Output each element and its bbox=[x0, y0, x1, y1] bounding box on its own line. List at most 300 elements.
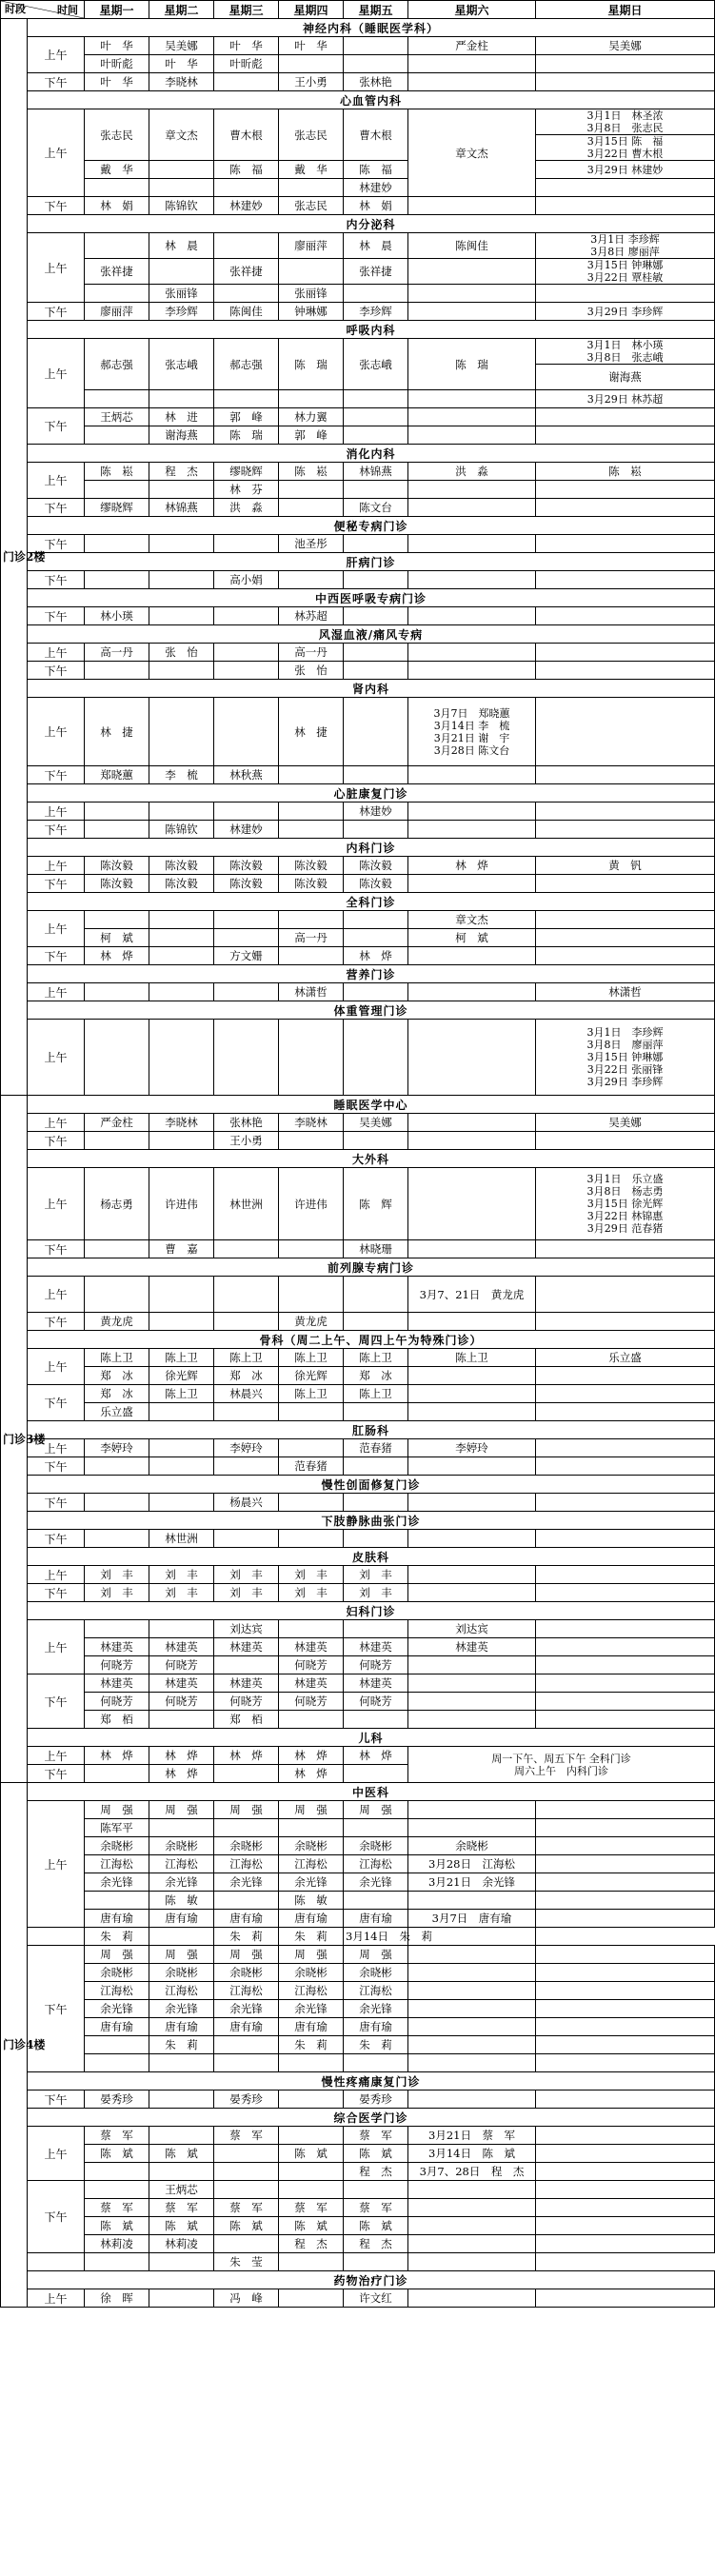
doctor-cell: 江海松 bbox=[344, 1855, 408, 1873]
empty-cell bbox=[214, 644, 279, 662]
doctor-cell: 林 烨 bbox=[279, 1765, 344, 1783]
doctor-cell: 林 烨 bbox=[344, 947, 408, 965]
empty-cell bbox=[408, 821, 536, 839]
schedule-row bbox=[1, 1711, 715, 1729]
doctor-cell: 陈 斌 bbox=[85, 2145, 149, 2163]
doctor-cell: 陈汝毅 bbox=[214, 875, 279, 893]
empty-cell bbox=[536, 2199, 715, 2217]
time-slot-label: 上午 bbox=[28, 1349, 85, 1385]
doctor-cell: 郑 栢 bbox=[214, 1711, 279, 1729]
department-title: 肾内科 bbox=[28, 680, 715, 698]
empty-cell bbox=[408, 1403, 536, 1421]
section-title-row bbox=[1, 1476, 715, 1494]
empty-cell bbox=[536, 1566, 715, 1584]
schedule-row bbox=[1, 2181, 715, 2199]
empty-cell bbox=[149, 2253, 214, 2271]
doctor-cell: 林锦燕 bbox=[149, 499, 214, 517]
section-title-row bbox=[1, 1096, 715, 1114]
time-slot-label: 下午 bbox=[28, 1240, 85, 1258]
empty-cell bbox=[149, 1620, 214, 1638]
empty-cell bbox=[149, 1494, 214, 1512]
empty-cell bbox=[536, 55, 715, 73]
doctor-cell: 冯 峰 bbox=[214, 2289, 279, 2308]
department-title: 营养门诊 bbox=[28, 965, 715, 983]
empty-cell: 章文杰 bbox=[408, 109, 536, 197]
empty-cell bbox=[536, 803, 715, 821]
doctor-cell: 何晓芳 bbox=[279, 1693, 344, 1711]
section-title-row bbox=[1, 1602, 715, 1620]
doctor-cell: 叶 华 bbox=[149, 55, 214, 73]
empty-cell bbox=[149, 390, 214, 408]
doctor-cell: 余晓彬 bbox=[85, 1837, 149, 1855]
empty-cell bbox=[279, 1494, 344, 1512]
doctor-cell: 蔡 军 bbox=[85, 2127, 149, 2145]
schedule-row bbox=[1, 408, 715, 426]
empty-cell bbox=[85, 2253, 149, 2271]
time-slot-label: 上午 bbox=[28, 911, 85, 947]
schedule-row bbox=[1, 1620, 715, 1638]
empty-cell bbox=[149, 1819, 214, 1837]
doctor-cell: 郑晓蕙 bbox=[85, 766, 149, 784]
doctor-cell: 陈 敏 bbox=[279, 1892, 344, 1910]
doctor-cell: 唐有瑜 bbox=[85, 2018, 149, 2036]
empty-cell bbox=[408, 1982, 536, 2000]
schedule-row bbox=[1, 875, 715, 893]
doctor-cell: 林 烨 bbox=[214, 1747, 279, 1765]
schedule-row bbox=[1, 2054, 715, 2072]
schedule-row bbox=[1, 499, 715, 517]
doctor-cell: 杨志勇 bbox=[85, 1168, 149, 1240]
schedule-row bbox=[1, 1819, 715, 1837]
doctor-cell: 高一丹 bbox=[279, 929, 344, 947]
empty-cell bbox=[536, 408, 715, 426]
doctor-cell: 林建英 bbox=[85, 1674, 149, 1693]
doctor-cell: 林建英 bbox=[214, 1638, 279, 1656]
doctor-cell: 江海松 bbox=[85, 1855, 149, 1873]
schedule-row bbox=[1, 535, 715, 553]
time-slot-label: 下午 bbox=[28, 2091, 85, 2109]
empty-cell bbox=[408, 1892, 536, 1910]
empty-cell bbox=[536, 1656, 715, 1674]
note-line: 3月1日 林小瑛 bbox=[586, 339, 664, 351]
empty-cell bbox=[149, 929, 214, 947]
doctor-cell: 徐光辉 bbox=[279, 1367, 344, 1385]
note-line: 3月29日 李珍辉 bbox=[586, 305, 664, 318]
doctor-cell: 刘 丰 bbox=[149, 1584, 214, 1602]
time-slot-label: 上午 bbox=[28, 109, 85, 197]
department-title: 风湿血液/痛风专病 bbox=[28, 625, 715, 644]
doctor-cell: 王小勇 bbox=[279, 73, 344, 91]
doctor-cell: 晏秀珍 bbox=[85, 2091, 149, 2109]
empty-cell bbox=[408, 2091, 536, 2109]
time-slot-label: 下午 bbox=[28, 499, 85, 517]
empty-cell bbox=[214, 179, 279, 197]
doctor-cell: 章文杰 bbox=[408, 911, 536, 929]
schedule-row bbox=[1, 2036, 715, 2054]
schedule-row bbox=[1, 662, 715, 680]
note-line: 3月29日 范春猪 bbox=[586, 1222, 664, 1235]
department-title: 全科门诊 bbox=[28, 893, 715, 911]
note-line: 3月8日 廖丽萍 bbox=[590, 246, 660, 258]
empty-cell bbox=[536, 1892, 715, 1910]
empty-cell bbox=[279, 1403, 344, 1421]
doctor-cell: 3月7、21日 黄龙虎 bbox=[408, 1277, 536, 1313]
schedule-row bbox=[1, 1928, 715, 1946]
time-slot-label: 上午 bbox=[28, 339, 85, 408]
doctor-cell: 朱 莉 bbox=[214, 1928, 279, 1946]
department-title: 心脏康复门诊 bbox=[28, 784, 715, 803]
section-title-row bbox=[1, 1001, 715, 1020]
empty-cell: 郝志强 bbox=[214, 339, 279, 390]
time-slot-label: 上午 bbox=[28, 1620, 85, 1674]
empty-cell bbox=[344, 2181, 408, 2199]
empty-cell bbox=[408, 1584, 536, 1602]
empty-cell bbox=[149, 1711, 214, 1729]
doctor-cell: 范春猪 bbox=[279, 1457, 344, 1476]
empty-cell bbox=[344, 535, 408, 553]
empty-cell bbox=[279, 259, 344, 285]
empty-cell bbox=[279, 571, 344, 589]
schedule-note bbox=[408, 698, 536, 766]
doctor-cell: 朱 莉 bbox=[279, 1928, 344, 1946]
empty-cell bbox=[408, 662, 536, 680]
schedule-row bbox=[1, 285, 715, 303]
empty-cell bbox=[344, 37, 408, 55]
empty-cell bbox=[408, 983, 536, 1001]
doctor-cell: 蔡 军 bbox=[214, 2127, 279, 2145]
empty-cell bbox=[279, 390, 344, 408]
schedule-note bbox=[536, 161, 715, 179]
time-slot-label: 下午 bbox=[28, 535, 85, 553]
schedule-row bbox=[1, 1240, 715, 1258]
doctor-cell: 3月14日 朱 莉 bbox=[344, 1928, 408, 1946]
section-title-row bbox=[1, 517, 715, 535]
empty-cell bbox=[149, 1403, 214, 1421]
empty-cell bbox=[279, 2091, 344, 2109]
empty-cell bbox=[214, 1892, 279, 1910]
doctor-cell: 林 娟 bbox=[344, 197, 408, 215]
doctor-cell: 陈 崧 bbox=[279, 463, 344, 481]
doctor-cell: 叶 华 bbox=[85, 37, 149, 55]
note-line: 周六上午 内科门诊 bbox=[514, 1764, 608, 1777]
doctor-cell: 江海松 bbox=[344, 1982, 408, 2000]
schedule-note bbox=[408, 1747, 715, 1783]
doctor-cell: 刘 丰 bbox=[279, 1584, 344, 1602]
empty-cell bbox=[408, 285, 536, 303]
schedule-note bbox=[536, 109, 715, 135]
time-slot-label: 上午 bbox=[28, 1114, 85, 1132]
empty-cell bbox=[214, 535, 279, 553]
empty-cell bbox=[344, 911, 408, 929]
time-slot-label: 下午 bbox=[28, 821, 85, 839]
doctor-cell: 陈汝毅 bbox=[85, 857, 149, 875]
empty-cell bbox=[344, 644, 408, 662]
doctor-cell: 程 杰 bbox=[344, 2235, 408, 2253]
empty-cell bbox=[536, 1946, 715, 1964]
day-header: 星期二 bbox=[149, 1, 214, 19]
department-title: 下肢静脉曲张门诊 bbox=[28, 1512, 715, 1530]
time-slot-label: 下午 bbox=[28, 571, 85, 589]
empty-cell bbox=[408, 408, 536, 426]
section-title-row bbox=[1, 2072, 715, 2091]
time-slot-label: 下午 bbox=[28, 1530, 85, 1548]
doctor-cell: 陈上卫 bbox=[149, 1349, 214, 1367]
schedule-row bbox=[1, 1494, 715, 1512]
empty-cell bbox=[536, 1982, 715, 2000]
schedule-row bbox=[1, 463, 715, 481]
empty-cell bbox=[408, 1240, 536, 1258]
empty-cell bbox=[536, 571, 715, 589]
schedule-row bbox=[1, 1873, 715, 1892]
department-title: 肛肠科 bbox=[28, 1421, 715, 1439]
section-title-row bbox=[1, 553, 715, 571]
doctor-cell: 林莉凌 bbox=[85, 2235, 149, 2253]
doctor-cell: 林建英 bbox=[279, 1674, 344, 1693]
doctor-cell: 林苏超 bbox=[279, 607, 344, 625]
time-slot-label: 下午 bbox=[28, 1674, 85, 1729]
empty-cell bbox=[536, 1132, 715, 1150]
doctor-cell: 陈 辉 bbox=[344, 1168, 408, 1240]
section-title-row bbox=[1, 784, 715, 803]
empty-cell bbox=[149, 1132, 214, 1150]
empty-cell bbox=[279, 55, 344, 73]
empty-cell bbox=[408, 1964, 536, 1982]
doctor-cell: 陈 瑞 bbox=[214, 426, 279, 445]
empty-cell bbox=[279, 2054, 344, 2072]
doctor-cell: 江海松 bbox=[149, 1855, 214, 1873]
schedule-row bbox=[1, 1566, 715, 1584]
doctor-cell: 余光锋 bbox=[279, 2000, 344, 2018]
doctor-cell: 林世洲 bbox=[214, 1168, 279, 1240]
empty-cell bbox=[536, 197, 715, 215]
time-slot-label: 下午 bbox=[28, 73, 85, 91]
department-title: 大外科 bbox=[28, 1150, 715, 1168]
empty-cell bbox=[536, 1711, 715, 1729]
time-slot-label: 上午 bbox=[28, 644, 85, 662]
empty-cell bbox=[214, 1656, 279, 1674]
day-header: 星期一 bbox=[85, 1, 149, 19]
doctor-cell: 林莉凌 bbox=[149, 2235, 214, 2253]
doctor-cell: 王炳芯 bbox=[85, 408, 149, 426]
schedule-row bbox=[1, 259, 715, 285]
note-line: 3月28日 陈文台 bbox=[433, 743, 510, 757]
empty-cell bbox=[408, 2235, 536, 2253]
section-title-row bbox=[1, 215, 715, 233]
doctor-cell: 林世洲 bbox=[149, 1530, 214, 1548]
time-slot-label: 下午 bbox=[28, 662, 85, 680]
schedule-row bbox=[1, 2163, 715, 2181]
empty-cell bbox=[408, 2018, 536, 2036]
empty-cell bbox=[85, 2181, 149, 2199]
doctor-cell: 周 强 bbox=[85, 1946, 149, 1964]
empty-cell bbox=[536, 1494, 715, 1512]
empty-cell bbox=[214, 803, 279, 821]
empty-cell bbox=[344, 662, 408, 680]
empty-cell bbox=[149, 2163, 214, 2181]
empty-cell bbox=[149, 1439, 214, 1457]
schedule-row bbox=[1, 821, 715, 839]
department-title: 心血管内科 bbox=[28, 91, 715, 109]
schedule-note bbox=[536, 303, 715, 321]
doctor-cell: 江海松 bbox=[279, 1855, 344, 1873]
empty-cell bbox=[408, 1114, 536, 1132]
empty-cell bbox=[536, 1837, 715, 1855]
section-title-row bbox=[1, 1258, 715, 1277]
empty-cell bbox=[214, 662, 279, 680]
doctor-cell: 余晓彬 bbox=[149, 1837, 214, 1855]
time-slot-label: 下午 bbox=[28, 1584, 85, 1602]
doctor-cell: 缪晓辉 bbox=[214, 463, 279, 481]
empty-cell bbox=[279, 2127, 344, 2145]
doctor-cell: 周 强 bbox=[279, 1946, 344, 1964]
doctor-cell: 林潇哲 bbox=[536, 983, 715, 1001]
schedule-row bbox=[1, 1530, 715, 1548]
doctor-cell: 郑 栢 bbox=[85, 1711, 149, 1729]
schedule-row bbox=[1, 2289, 715, 2308]
doctor-cell: 郑 冰 bbox=[214, 1367, 279, 1385]
department-title: 中医科 bbox=[28, 1783, 715, 1801]
department-title: 皮肤科 bbox=[28, 1548, 715, 1566]
doctor-cell: 余光锋 bbox=[279, 1873, 344, 1892]
doctor-cell: 柯 斌 bbox=[408, 929, 536, 947]
empty-cell bbox=[279, 2253, 344, 2271]
empty-cell bbox=[344, 1313, 408, 1331]
doctor-cell: 刘达宾 bbox=[408, 1620, 536, 1638]
doctor-cell: 许文红 bbox=[344, 2289, 408, 2308]
section-title-row bbox=[1, 1783, 715, 1801]
time-slot-label: 下午 bbox=[28, 197, 85, 215]
schedule-note bbox=[536, 1168, 715, 1240]
time-slot-label: 上午 bbox=[28, 983, 85, 1001]
schedule-row bbox=[1, 1855, 715, 1873]
empty-cell bbox=[536, 698, 715, 766]
empty-cell bbox=[536, 1910, 715, 1928]
department-title: 肝病门诊 bbox=[28, 553, 715, 571]
time-slot-label: 下午 bbox=[28, 1313, 85, 1331]
doctor-cell: 陈 斌 bbox=[149, 2217, 214, 2235]
time-slot-label: 上午 bbox=[28, 1439, 85, 1457]
doctor-cell: 林 烨 bbox=[149, 1747, 214, 1765]
doctor-cell: 江海松 bbox=[149, 1982, 214, 2000]
empty-cell bbox=[408, 1494, 536, 1512]
doctor-cell: 陈 斌 bbox=[85, 2217, 149, 2235]
section-title-row bbox=[1, 1421, 715, 1439]
doctor-cell: 江海松 bbox=[214, 1982, 279, 2000]
doctor-cell: 刘 丰 bbox=[149, 1566, 214, 1584]
doctor-cell: 郑 冰 bbox=[85, 1385, 149, 1403]
doctor-cell: 余光锋 bbox=[85, 1873, 149, 1892]
doctor-cell: 林 芬 bbox=[214, 481, 279, 499]
doctor-cell: 李晓林 bbox=[279, 1114, 344, 1132]
schedule-row bbox=[1, 2127, 715, 2145]
note-line: 3月29日 林建妙 bbox=[586, 163, 664, 176]
schedule-row bbox=[1, 179, 715, 197]
doctor-cell: 叶昕彪 bbox=[214, 55, 279, 73]
schedule-row bbox=[1, 2217, 715, 2235]
doctor-cell: 林 进 bbox=[149, 408, 214, 426]
empty-cell: 曹木根 bbox=[344, 109, 408, 161]
doctor-cell: 廖丽萍 bbox=[85, 303, 149, 321]
day-header: 星期三 bbox=[214, 1, 279, 19]
schedule-row bbox=[1, 1638, 715, 1656]
empty-cell bbox=[279, 2181, 344, 2199]
empty-cell bbox=[408, 426, 536, 445]
empty-cell bbox=[536, 2054, 715, 2072]
doctor-cell: 林建英 bbox=[149, 1638, 214, 1656]
section-title-row bbox=[1, 625, 715, 644]
doctor-cell: 余光锋 bbox=[214, 1873, 279, 1892]
note-line: 3月29日 林苏超 bbox=[586, 392, 664, 406]
doctor-cell: 林建英 bbox=[85, 1638, 149, 1656]
empty-cell bbox=[344, 1494, 408, 1512]
empty-cell bbox=[214, 2235, 279, 2253]
empty-cell bbox=[536, 2289, 715, 2308]
doctor-cell: 余晓彬 bbox=[344, 1964, 408, 1982]
section-title-row bbox=[1, 1512, 715, 1530]
empty-cell bbox=[536, 911, 715, 929]
empty-cell bbox=[536, 1674, 715, 1693]
doctor-cell: 周 强 bbox=[214, 1801, 279, 1819]
doctor-cell: 蔡 军 bbox=[85, 2199, 149, 2217]
doctor-cell: 池圣彤 bbox=[279, 535, 344, 553]
empty-cell bbox=[408, 1674, 536, 1693]
time-slot-label: 下午 bbox=[28, 408, 85, 445]
empty-cell bbox=[85, 1494, 149, 1512]
note-line: 3月7日 郑晓蕙 bbox=[433, 706, 510, 720]
doctor-cell: 郑 冰 bbox=[344, 1367, 408, 1385]
day-header: 星期日 bbox=[536, 1, 715, 19]
empty-cell bbox=[536, 1367, 715, 1385]
doctor-cell: 廖丽萍 bbox=[279, 233, 344, 259]
time-slot-label: 下午 bbox=[28, 875, 85, 893]
empty-cell bbox=[214, 2145, 279, 2163]
doctor-cell: 刘 丰 bbox=[344, 1566, 408, 1584]
empty-cell bbox=[85, 285, 149, 303]
schedule-row bbox=[1, 766, 715, 784]
empty-cell bbox=[344, 983, 408, 1001]
schedule-row bbox=[1, 2199, 715, 2217]
doctor-cell: 刘 丰 bbox=[344, 1584, 408, 1602]
empty-cell bbox=[85, 1240, 149, 1258]
doctor-cell: 陈汝毅 bbox=[344, 875, 408, 893]
schedule-row bbox=[1, 2235, 715, 2253]
empty-cell bbox=[536, 1819, 715, 1837]
doctor-cell: 林 烨 bbox=[85, 1747, 149, 1765]
doctor-cell: 刘 丰 bbox=[214, 1566, 279, 1584]
empty-cell bbox=[344, 426, 408, 445]
schedule-row bbox=[1, 1457, 715, 1476]
empty-cell bbox=[214, 1765, 279, 1783]
empty-cell bbox=[279, 1819, 344, 1837]
empty-cell bbox=[149, 983, 214, 1001]
doctor-cell: 李珍辉 bbox=[149, 303, 214, 321]
doctor-cell: 陈上卫 bbox=[279, 1385, 344, 1403]
doctor-cell: 李晓林 bbox=[149, 73, 214, 91]
schedule-row bbox=[1, 303, 715, 321]
empty-cell bbox=[279, 1530, 344, 1548]
time-slot-label: 下午 bbox=[28, 947, 85, 965]
time-slot-label: 下午 bbox=[28, 1946, 85, 2072]
empty-cell bbox=[408, 1801, 536, 1819]
empty-cell: 陈 瑞 bbox=[279, 339, 344, 390]
empty-cell bbox=[408, 803, 536, 821]
empty-cell bbox=[214, 390, 279, 408]
empty-cell bbox=[536, 1964, 715, 1982]
doctor-cell: 林建英 bbox=[344, 1674, 408, 1693]
doctor-cell: 叶 华 bbox=[85, 73, 149, 91]
empty-cell bbox=[279, 947, 344, 965]
empty-cell bbox=[85, 803, 149, 821]
